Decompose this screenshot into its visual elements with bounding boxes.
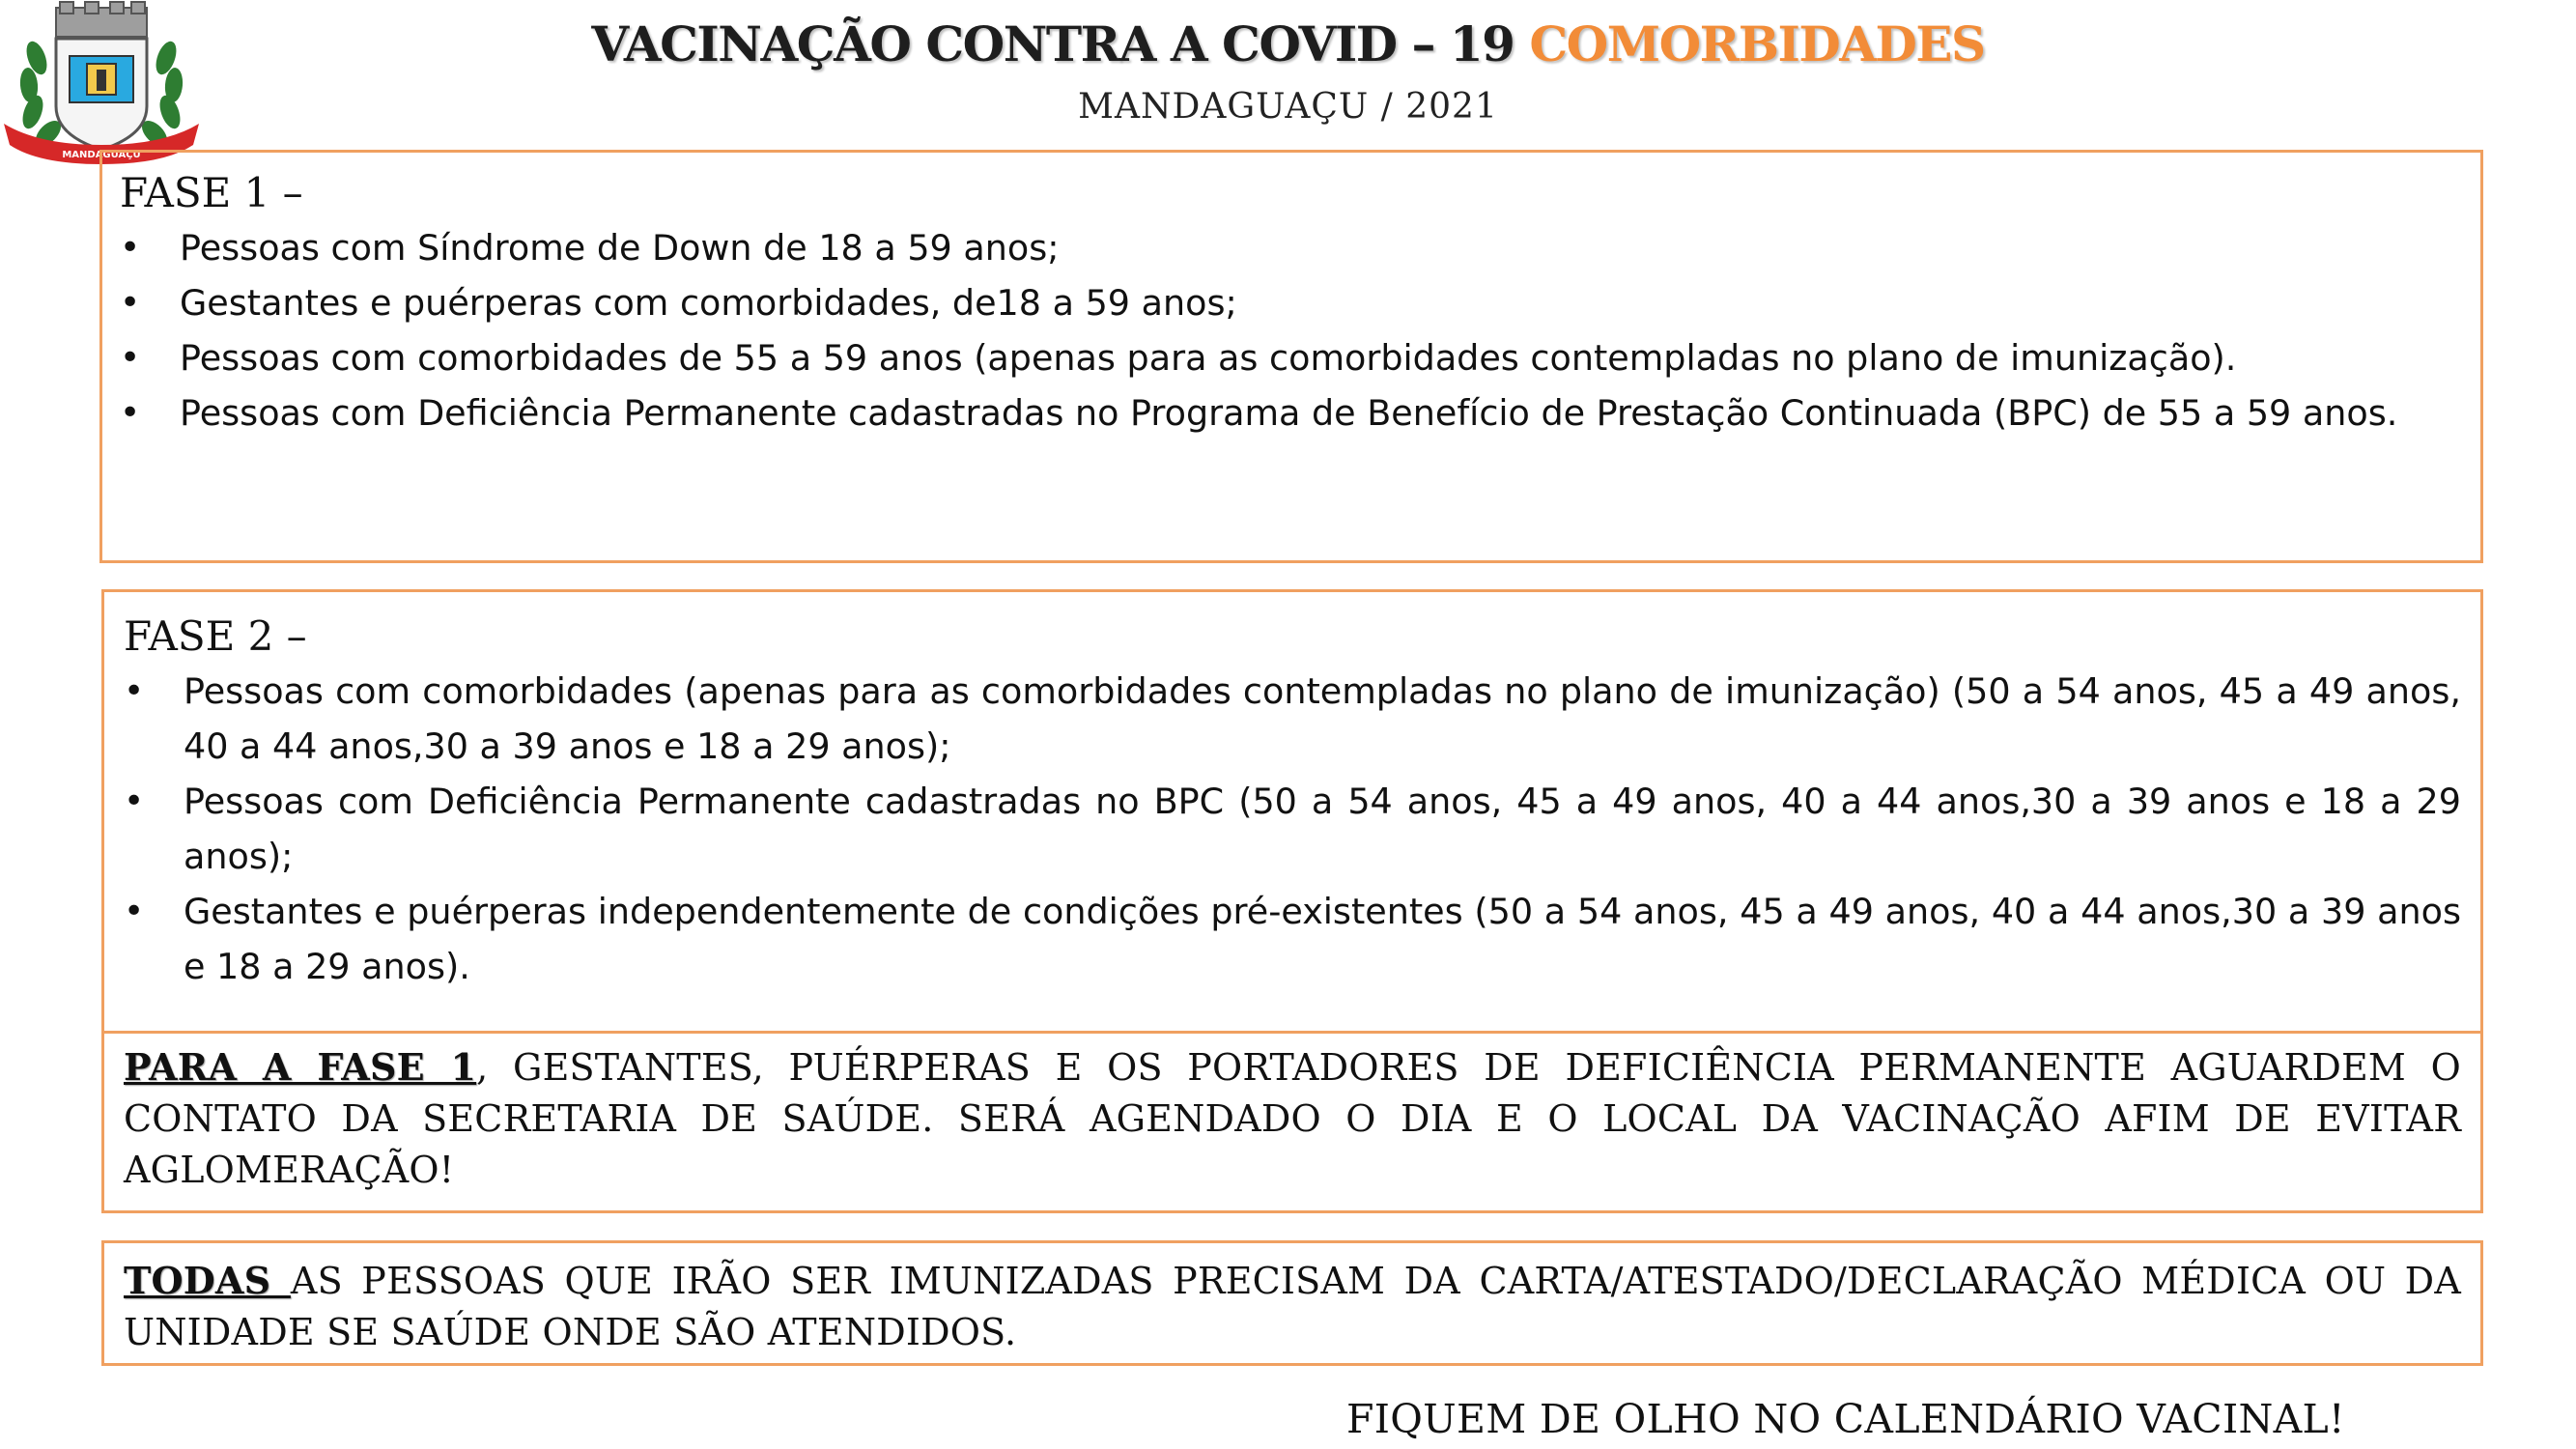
phase1-notice-box [101, 1030, 2483, 1213]
bullet-icon: • [124, 671, 145, 711]
list-item: • Pessoas com Deficiência Permanente cadastradas no BPC (50 a 54 anos, 45 a 49 anos, 40 a 44 anos,30 a 39 anos e 18 a 29 anos); [124, 774, 2461, 884]
phase2-box [101, 589, 2483, 1034]
documentation-notice [124, 1255, 2461, 1358]
bullet-icon: • [124, 781, 145, 821]
list-item: • Pessoas com Síndrome de Down de 18 a 59 anos; [120, 220, 2461, 275]
list-item: • Gestantes e puérperas independentemente de condições pré-existentes (50 a 54 anos, 45 a 49 anos, 40 a 44 anos,30 a 39 anos e 18 a 29 anos). [124, 884, 2461, 994]
documentation-notice-text: AS PESSOAS QUE IRÃO SER IMUNIZADAS PRECISAM DA CARTA/ATESTADO/DECLARAÇÃO MÉDICA OU DA UNIDADE SE SAÚDE ONDE SÃO ATENDIDOS. [124, 1260, 2461, 1353]
phase1-notice-lead: PARA A FASE 1 [124, 1045, 477, 1089]
footer-callout: FIQUEM DE OLHO NO CALENDÁRIO VACINAL! [1346, 1396, 2345, 1442]
phase2-list [124, 664, 2461, 994]
documentation-notice-box [101, 1240, 2483, 1366]
title-main: VACINAÇÃO CONTRA A COVID – 19 [591, 15, 1514, 72]
bullet-icon: • [124, 892, 145, 931]
bullet-icon: • [120, 338, 141, 378]
bullet-icon: • [120, 283, 141, 323]
page-subtitle: MANDAGUAÇU / 2021 [1078, 87, 1498, 127]
bullet-icon: • [120, 228, 141, 268]
bullet-icon: • [120, 393, 141, 433]
title-accent: COMORBIDADES [1529, 15, 1985, 72]
list-item: • Gestantes e puérperas com comorbidades, de18 a 59 anos; [120, 275, 2461, 330]
page-title [0, 15, 2576, 72]
list-item: • Pessoas com Deficiência Permanente cadastradas no Programa de Benefício de Prestação Continuada (BPC) de 55 a 59 anos. [120, 385, 2461, 440]
phase1-notice-text: , GESTANTES, PUÉRPERAS E OS PORTADORES DE DEFICIÊNCIA PERMANENTE AGUARDEM O CONTATO DA SECRETARIA DE SAÚDE. SERÁ AGENDADO O DIA E O LOCAL DA VACINAÇÃO AFIM DE EVITAR AGLOMERAÇÃO! [124, 1046, 2461, 1191]
svg-text:MANDAGUAÇU: MANDAGUAÇU [62, 150, 141, 160]
phase1-box [99, 150, 2483, 563]
documentation-notice-lead: TODAS [124, 1259, 291, 1302]
phase1-label: FASE 1 – [120, 169, 303, 216]
phase1-notice [124, 1041, 2461, 1196]
list-item: • Pessoas com comorbidades de 55 a 59 anos (apenas para as comorbidades contempladas no plano de imunização). [120, 330, 2461, 385]
list-item: • Pessoas com comorbidades (apenas para as comorbidades contempladas no plano de imunização) (50 a 54 anos, 45 a 49 anos, 40 a 44 anos,30 a 39 anos e 18 a 29 anos); [124, 664, 2461, 774]
phase2-label: FASE 2 – [124, 612, 307, 660]
phase1-list [120, 220, 2461, 440]
